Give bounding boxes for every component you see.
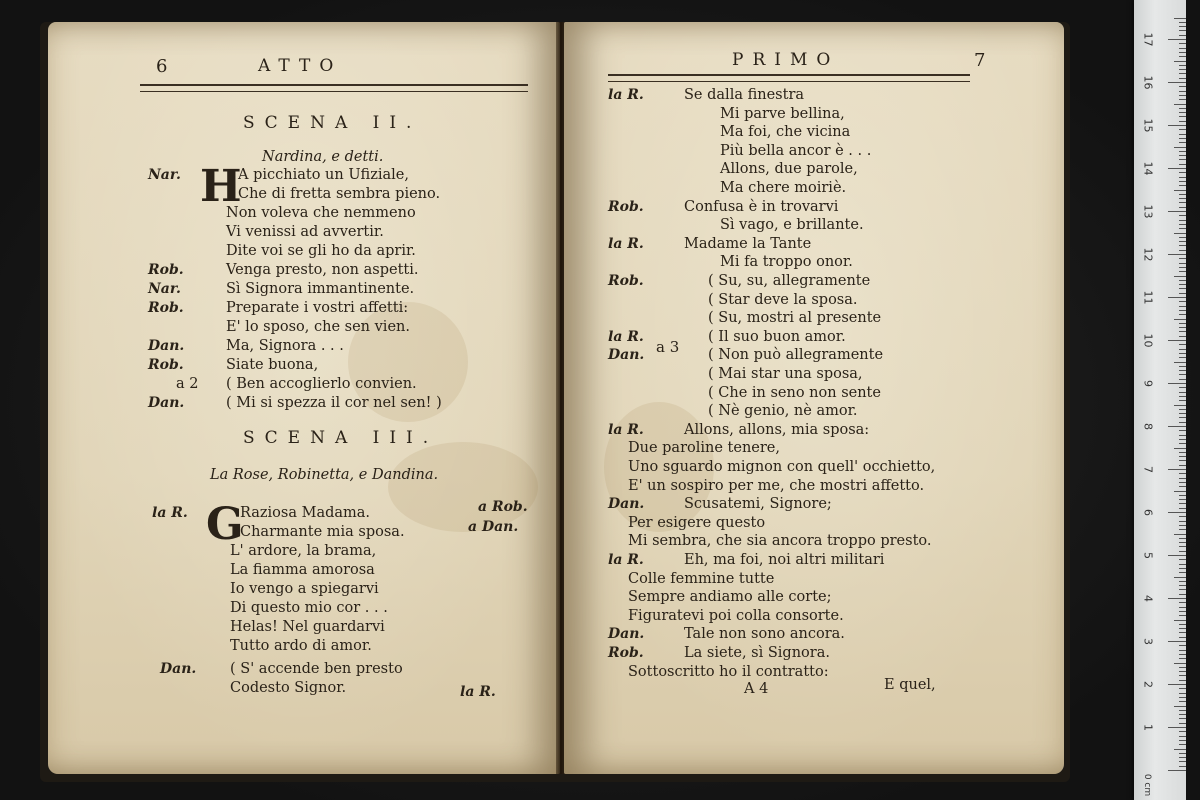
ruler-tick [1179,142,1186,143]
speaker-label: a 2 [176,376,199,392]
verse-line: Più bella ancor è . . . [720,142,872,159]
verse-line: Tutto ardo di amor. [230,638,372,654]
ruler-tick [1179,710,1186,711]
verse-line: L' ardore, la brama, [230,543,377,559]
ruler-tick [1179,443,1186,444]
ruler-tick [1179,499,1186,500]
page-number: 7 [974,50,986,71]
ruler-tick [1179,546,1186,547]
speaker-label: Rob. [148,262,184,278]
verse-line: Ma, Signora . . . [226,338,344,354]
ruler-tick [1179,516,1186,517]
ruler-tick [1179,486,1186,487]
ruler-tick [1168,512,1186,513]
verse-line: Vi venissi ad avvertir. [226,224,384,240]
ruler-tick [1179,172,1186,173]
speaker-label: Rob. [148,357,184,373]
ruler-tick [1179,478,1186,479]
ruler-tick [1174,18,1186,19]
running-head: ATTO [258,56,343,76]
verse-line: Confusa è in trovarvi [684,198,839,215]
ruler-tick [1179,241,1186,242]
ruler-tick [1179,482,1186,483]
open-book [40,22,1070,782]
ruler-tick [1179,568,1186,569]
verse-line: Allons, due parole, [720,161,858,178]
ruler-tick [1179,559,1186,560]
ruler-tick [1179,185,1186,186]
ruler-tick [1179,220,1186,221]
ruler-tick [1179,658,1186,659]
ruler-tick [1174,405,1186,406]
catchword: la R. [460,684,496,700]
verse-line: A picchiato un Ufiziale, [238,167,409,183]
ruler-tick [1179,637,1186,638]
verse-line: Charmante mia sposa. [240,524,405,540]
ruler-tick [1179,400,1186,401]
verse-line: Sempre andiamo alle corte; [628,589,832,606]
verse-line: Mi parve bellina, [720,105,845,122]
measuring-ruler [1134,0,1186,800]
verse-line: Codesto Signor. [230,680,347,696]
left-page [48,22,560,774]
ruler-tick [1179,349,1186,350]
ruler-tick [1179,357,1186,358]
ruler-number: 7 [1141,466,1155,473]
ruler-tick [1168,641,1186,642]
ruler-number: 2 [1141,681,1155,688]
ruler-tick [1168,297,1186,298]
ruler-tick [1179,744,1186,745]
ruler-tick [1174,362,1186,363]
ruler-tick [1179,602,1186,603]
aside-direction: a Rob. [478,499,528,515]
ruler-tick [1179,331,1186,332]
ruler-tick [1179,740,1186,741]
ruler-tick [1179,379,1186,380]
ruler-tick [1168,555,1186,556]
ruler-tick [1179,460,1186,461]
ruler-tick [1179,43,1186,44]
ruler-tick [1179,280,1186,281]
ruler-tick [1179,134,1186,135]
ruler-tick [1179,645,1186,646]
ruler-number: 5 [1141,552,1155,559]
verse-line: ( S' accende ben presto [230,661,403,677]
speaker-label: Nar. [148,281,181,297]
ruler-tick [1179,129,1186,130]
speaker-label: la R. [608,328,644,345]
ruler-tick [1174,448,1186,449]
verse-line: Venga presto, non aspetti. [226,262,419,278]
ruler-tick [1168,770,1186,771]
ruler-tick [1179,607,1186,608]
ruler-unit-label: 0 cm [1142,773,1153,797]
ruler-tick [1179,564,1186,565]
ruler-tick [1179,138,1186,139]
ruler-tick [1179,667,1186,668]
ruler-tick [1179,693,1186,694]
verse-line: ( Non può allegramente [708,347,884,364]
ruler-tick [1174,104,1186,105]
ruler-tick [1179,422,1186,423]
cast-list: Nardina, e detti. [262,149,384,165]
ruler-tick [1179,155,1186,156]
ruler-tick [1179,628,1186,629]
ruler-number: 9 [1141,380,1155,387]
verse-line: Tale non sono ancora. [684,626,845,643]
verse-line: La fiamma amorosa [230,562,375,578]
ruler-tick [1179,680,1186,681]
verse-line: Mi sembra, che sia ancora troppo presto. [628,533,932,550]
ruler-tick [1179,615,1186,616]
ruler-tick [1179,650,1186,651]
ruler-tick [1179,35,1186,36]
speaker-label: la R. [152,505,188,521]
ruler-number: 6 [1141,509,1155,516]
ruler-tick [1179,521,1186,522]
ruler-tick [1174,233,1186,234]
verse-line: ( Nè genio, nè amor. [708,403,858,420]
ruler-tick [1179,525,1186,526]
ruler-tick [1179,542,1186,543]
signature-mark: A 4 [744,681,769,697]
ruler-tick [1179,495,1186,496]
drop-cap: G [206,499,244,550]
speaker-label: Dan. [608,347,645,364]
verse-line: Uno sguardo mignon con quell' occhietto, [628,459,936,475]
ruler-number: 3 [1141,638,1155,645]
ruler-tick [1179,108,1186,109]
ruler-tick [1179,435,1186,436]
ruler-tick [1179,86,1186,87]
ruler-tick [1168,39,1186,40]
speaker-label: Dan. [148,338,185,354]
verse-line: Non voleva che nemmeno [226,205,416,221]
ruler-number: 10 [1141,333,1155,348]
speaker-label: Rob. [608,645,644,661]
ruler-tick [1179,91,1186,92]
ruler-tick [1179,572,1186,573]
running-head: PRIMO [732,50,840,70]
ruler-tick [1179,267,1186,268]
ruler-tick [1179,194,1186,195]
ruler-tick [1179,473,1186,474]
verse-line: ( Ben accoglierlo convien. [226,376,417,392]
speaker-label: Nar. [148,167,181,183]
verse-line: ( Il suo buon amor. [708,328,846,345]
verse-line: Madame la Tante [684,235,812,252]
verse-line: Allons, allons, mia sposa: [684,421,870,438]
verse-line: Ma foi, che vicina [720,124,851,141]
ruler-tick [1179,284,1186,285]
ruler-tick [1179,327,1186,328]
ruler-tick [1179,271,1186,272]
verse-line: Io vengo a spiegarvi [230,581,379,597]
ruler-number: 8 [1141,423,1155,430]
ruler-tick [1179,529,1186,530]
ruler-tick [1179,95,1186,96]
ruler-number: 13 [1141,204,1155,219]
verse-line: Preparate i vostri affetti: [226,300,409,316]
ruler-tick [1179,344,1186,345]
a3-bracket-label: a 3 [656,338,680,356]
verse-line: Dite voi se gli ho da aprir. [226,243,416,259]
verse-line: E' un sospiro per me, che mostri affetto. [628,477,925,494]
ruler-tick [1179,508,1186,509]
ruler-tick [1179,22,1186,23]
ruler-tick [1179,413,1186,414]
verse-line: Per esigere questo [628,514,766,531]
ruler-tick [1174,190,1186,191]
ruler-tick [1179,370,1186,371]
ruler-tick [1174,577,1186,578]
ruler-tick [1168,598,1186,599]
header-rule [608,74,970,82]
verse-line: E' lo sposo, che sen vien. [226,319,410,335]
ruler-tick [1179,538,1186,539]
ruler-tick [1174,749,1186,750]
ruler-tick [1179,121,1186,122]
ruler-number: 16 [1141,75,1155,90]
verse-line: Due paroline tenere, [628,440,780,457]
ruler-tick [1174,147,1186,148]
ruler-tick [1179,310,1186,311]
ruler-tick [1179,452,1186,453]
ruler-number: 11 [1141,290,1155,305]
verse-line: La siete, sì Signora. [684,645,830,661]
ruler-tick [1179,164,1186,165]
ruler-tick [1179,306,1186,307]
verse-line: Siate buona, [226,357,319,373]
ruler-tick [1179,26,1186,27]
ruler-tick [1179,228,1186,229]
ruler-tick [1179,589,1186,590]
verse-line: Ma chere moiriè. [720,180,847,196]
ruler-tick [1179,409,1186,410]
ruler-tick [1179,198,1186,199]
speaker-label: Dan. [608,496,645,513]
cast-list: La Rose, Robinetta, e Dandina. [210,467,439,483]
aside-direction: a Dan. [468,519,519,535]
verse-line: Se dalla finestra [684,87,805,103]
ruler-tick [1179,594,1186,595]
verse-line: ( Mi si spezza il cor nel sen! ) [226,395,442,411]
verse-line: Che di fretta sembra pieno. [238,186,441,202]
speaker-label: Dan. [160,661,197,677]
speaker-label: Rob. [608,198,644,215]
ruler-tick [1179,701,1186,702]
ruler-tick [1179,736,1186,737]
ruler-tick [1179,688,1186,689]
ruler-tick [1179,293,1186,294]
ruler-tick [1179,288,1186,289]
ruler-tick [1179,366,1186,367]
catchword: E quel, [884,677,936,693]
ruler-tick [1168,82,1186,83]
ruler-tick [1179,387,1186,388]
ruler-tick [1179,245,1186,246]
ruler-tick [1179,181,1186,182]
ruler-tick [1179,766,1186,767]
ruler-tick [1179,731,1186,732]
ruler-number: 1 [1141,724,1155,731]
ruler-tick [1168,383,1186,384]
ruler-tick [1179,65,1186,66]
verse-line: Colle femmine tutte [628,570,775,587]
verse-line: Sì Signora immantinente. [226,281,415,297]
ruler-tick [1174,491,1186,492]
ruler-number: 17 [1141,32,1155,47]
ruler-tick [1179,73,1186,74]
ruler-tick [1179,503,1186,504]
ruler-tick [1174,319,1186,320]
verse-line: Helas! Nel guardarvi [230,619,385,635]
verse-line: Scusatemi, Signore; [684,496,832,513]
ruler-number: 4 [1141,595,1155,602]
ruler-tick [1179,151,1186,152]
verse-line: Sì vago, e brillante. [720,217,864,234]
ruler-tick [1179,392,1186,393]
ruler-tick [1179,374,1186,375]
ruler-tick [1174,706,1186,707]
ruler-number: 14 [1141,161,1155,176]
ruler-tick [1168,684,1186,685]
verse-line: Sottoscritto ho il contratto: [628,663,829,680]
ruler-tick [1179,624,1186,625]
speaker-label: la R. [608,235,644,252]
verse-line: ( Su, mostri al presente [708,310,882,327]
ruler-tick [1179,632,1186,633]
ruler-tick [1179,611,1186,612]
speaker-label: la R. [608,421,644,438]
ruler-tick [1179,250,1186,251]
ruler-tick [1179,323,1186,324]
ruler-tick [1168,125,1186,126]
ruler-tick [1174,620,1186,621]
ruler-tick [1168,727,1186,728]
ruler-number: 15 [1141,118,1155,133]
scene-title: SCENA III. [243,428,439,448]
ruler-tick [1179,263,1186,264]
ruler-tick [1168,254,1186,255]
ruler-tick [1179,465,1186,466]
ruler-tick [1168,426,1186,427]
ruler-tick [1179,301,1186,302]
ruler-tick [1179,675,1186,676]
ruler-tick [1179,314,1186,315]
ruler-tick [1179,439,1186,440]
ruler-tick [1179,396,1186,397]
ruler-tick [1168,340,1186,341]
verse-line: ( Mai star una sposa, [708,366,863,382]
speaker-label: la R. [608,87,644,103]
ruler-tick [1179,258,1186,259]
ruler-tick [1168,211,1186,212]
speaker-label: Dan. [148,395,185,411]
header-rule [140,84,528,92]
ruler-tick [1179,753,1186,754]
drop-cap: H [200,161,242,212]
ruler-tick [1174,276,1186,277]
verse-line: ( Star deve la sposa. [708,291,858,308]
ruler-tick [1168,168,1186,169]
verse-line: Mi fa troppo onor. [720,254,853,271]
right-page [564,22,1064,774]
ruler-tick [1179,757,1186,758]
ruler-tick [1179,116,1186,117]
ruler-tick [1179,112,1186,113]
ruler-tick [1179,48,1186,49]
ruler-tick [1179,237,1186,238]
scene-title: SCENA II. [243,113,422,133]
ruler-tick [1179,78,1186,79]
speaker-label: la R. [608,552,644,568]
ruler-tick [1179,99,1186,100]
speaker-label: Rob. [608,273,644,289]
ruler-tick [1179,654,1186,655]
ruler-tick [1179,207,1186,208]
ruler-tick [1179,671,1186,672]
ruler-tick [1179,585,1186,586]
ruler-tick [1179,69,1186,70]
page-number: 6 [156,56,168,77]
ruler-tick [1179,56,1186,57]
ruler-tick [1179,202,1186,203]
speaker-label: Dan. [608,626,645,643]
ruler-tick [1179,551,1186,552]
ruler-tick [1179,718,1186,719]
verse-line: Figuratevi poi colla consorte. [628,607,844,624]
ruler-tick [1179,761,1186,762]
speaker-label: Rob. [148,300,184,316]
ruler-tick [1179,52,1186,53]
verse-line: ( Che in seno non sente [708,384,881,401]
ruler-tick [1179,417,1186,418]
ruler-tick [1174,534,1186,535]
ruler-tick [1179,353,1186,354]
ruler-tick [1179,159,1186,160]
ruler-tick [1179,224,1186,225]
ruler-number: 12 [1141,247,1155,262]
ruler-tick [1174,663,1186,664]
verse-line: Eh, ma foi, noi altri militari [684,552,885,568]
ruler-tick [1179,30,1186,31]
ruler-tick [1179,723,1186,724]
ruler-tick [1179,697,1186,698]
ruler-tick [1179,177,1186,178]
verse-line: ( Su, su, allegramente [708,273,871,289]
ruler-tick [1174,61,1186,62]
ruler-tick [1179,215,1186,216]
ruler-tick [1179,336,1186,337]
verse-line: Raziosa Madama. [240,505,371,521]
ruler-tick [1168,469,1186,470]
ruler-tick [1179,714,1186,715]
verse-line: Di questo mio cor . . . [230,600,388,616]
ruler-tick [1179,430,1186,431]
ruler-tick [1179,456,1186,457]
ruler-tick [1179,581,1186,582]
